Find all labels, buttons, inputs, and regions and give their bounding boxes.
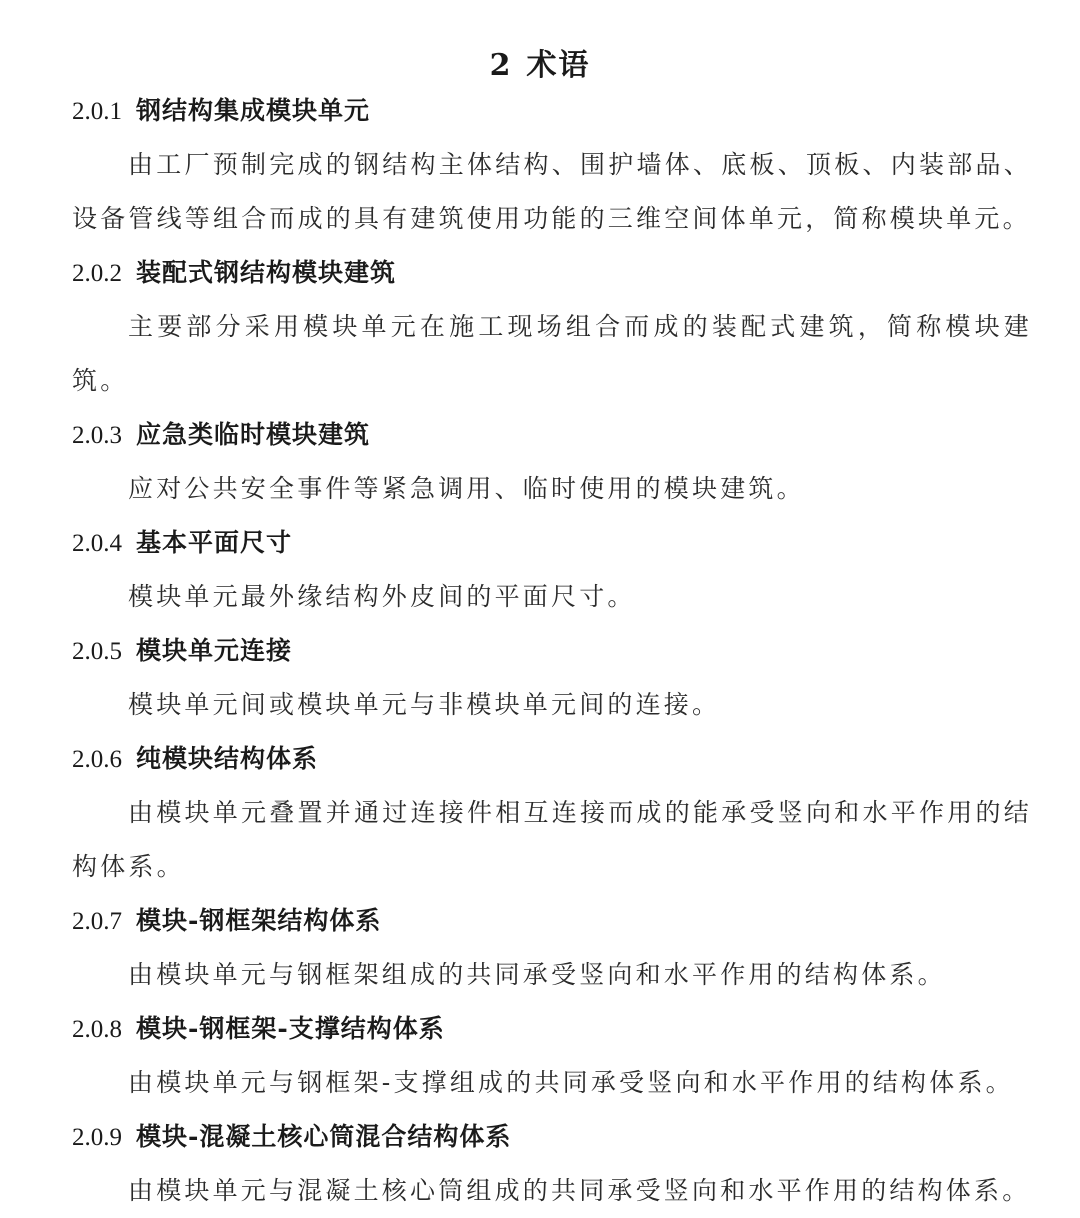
- term-number: 2.0.5: [72, 638, 122, 665]
- term-2-0-2: [72, 246, 1032, 408]
- term-definition: 由模块单元与钢框架组成的共同承受竖向和水平作用的结构体系。: [128, 960, 946, 989]
- term-definition: 应对公共安全事件等紧急调用、临时使用的模块建筑。: [128, 474, 805, 503]
- term-number: 2.0.7: [72, 908, 122, 935]
- term-definition: 主要部分采用模块单元在施工现场组合而成的装配式建筑，简称模块建筑。: [72, 312, 1032, 395]
- terms-list: [72, 84, 1032, 1218]
- term-number: 2.0.4: [72, 530, 122, 557]
- term-2-0-6: [72, 732, 1032, 894]
- term-2-0-1: [72, 84, 1032, 246]
- term-number: 2.0.3: [72, 422, 122, 449]
- term-name: 钢结构集成模块单元: [136, 96, 371, 125]
- term-2-0-3: [72, 408, 1032, 516]
- term-name: 应急类临时模块建筑: [136, 420, 371, 449]
- term-definition: 由模块单元叠置并通过连接件相互连接而成的能承受竖向和水平作用的结构体系。: [72, 798, 1032, 881]
- term-heading: [72, 1002, 1032, 1056]
- term-heading: [72, 732, 1032, 786]
- term-definition: 模块单元间或模块单元与非模块单元间的连接。: [128, 690, 721, 719]
- term-heading: [72, 894, 1032, 948]
- term-definition: 由模块单元与混凝土核心筒组成的共同承受竖向和水平作用的结构体系。: [128, 1176, 1031, 1205]
- term-2-0-9: [72, 1110, 1032, 1218]
- term-heading: [72, 516, 1032, 570]
- term-number: 2.0.2: [72, 260, 122, 287]
- term-2-0-7: [72, 894, 1032, 1002]
- chapter-number: 2: [489, 48, 513, 84]
- chapter-title: [0, 44, 1080, 88]
- term-definition: 由工厂预制完成的钢结构主体结构、围护墙体、底板、顶板、内装部品、设备管线等组合而成的具有建筑使用功能的三维空间体单元，简称模块单元。: [72, 150, 1032, 233]
- chapter-title-text: 术语: [526, 48, 591, 84]
- term-name: 纯模块结构体系: [136, 744, 319, 773]
- term-number: 2.0.1: [72, 98, 122, 125]
- term-name: 模块-混凝土核心筒混合结构体系: [136, 1122, 512, 1151]
- term-2-0-8: [72, 1002, 1032, 1110]
- term-name: 模块-钢框架-支撑结构体系: [136, 1014, 445, 1043]
- term-name: 模块单元连接: [136, 636, 293, 665]
- term-name: 模块-钢框架结构体系: [136, 906, 382, 935]
- term-heading: [72, 624, 1032, 678]
- term-number: 2.0.9: [72, 1124, 122, 1151]
- term-definition: 由模块单元与钢框架-支撑组成的共同承受竖向和水平作用的结构体系。: [128, 1068, 1014, 1097]
- term-definition: 模块单元最外缘结构外皮间的平面尺寸。: [128, 582, 636, 611]
- term-2-0-4: [72, 516, 1032, 624]
- term-name: 基本平面尺寸: [136, 528, 293, 557]
- term-heading: [72, 408, 1032, 462]
- term-name: 装配式钢结构模块建筑: [136, 258, 397, 287]
- term-heading: [72, 246, 1032, 300]
- term-heading: [72, 84, 1032, 138]
- term-2-0-5: [72, 624, 1032, 732]
- term-heading: [72, 1110, 1032, 1164]
- term-number: 2.0.8: [72, 1016, 122, 1043]
- term-number: 2.0.6: [72, 746, 122, 773]
